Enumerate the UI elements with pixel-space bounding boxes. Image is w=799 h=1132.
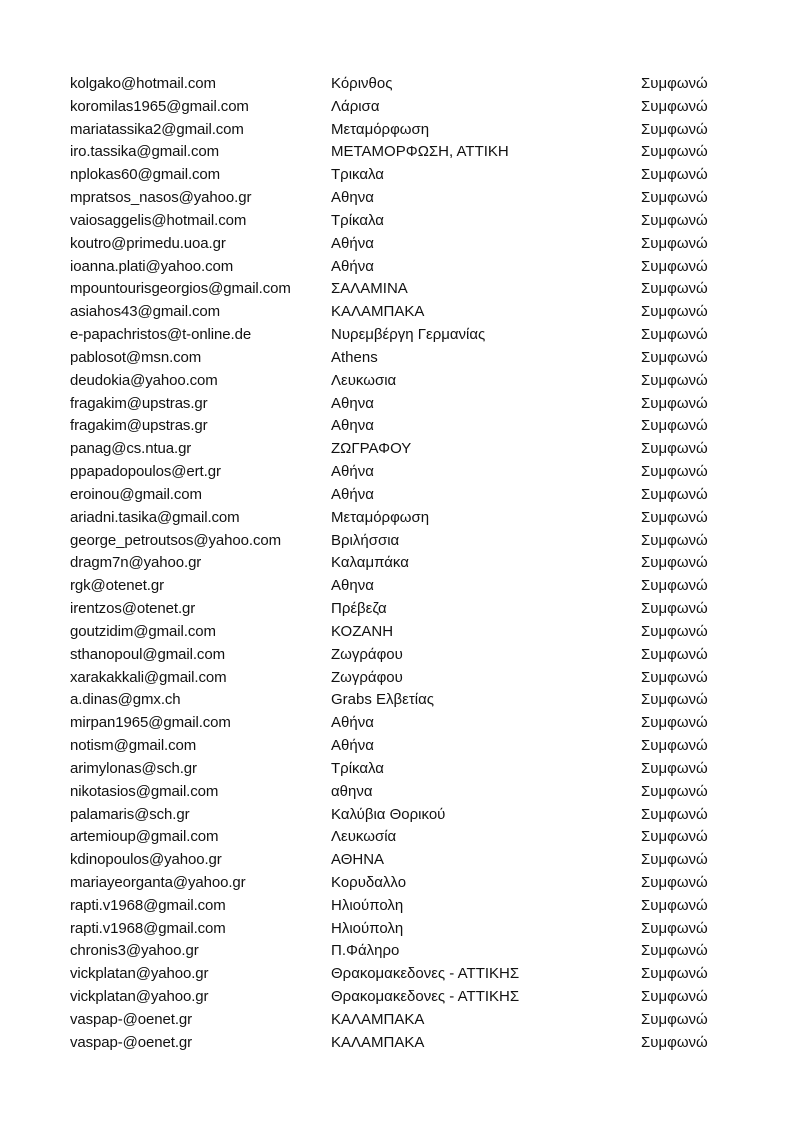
status-cell: Συμφωνώ: [641, 189, 708, 207]
table-row: [0, 1009, 799, 1032]
email-cell: koutro@primedu.uoa.gr: [70, 234, 226, 252]
status-cell: Συμφωνώ: [641, 828, 708, 846]
city-cell: Ζωγράφου: [331, 668, 403, 686]
table-row: [0, 552, 799, 575]
table-row: [0, 849, 799, 872]
status-cell: Συμφωνώ: [641, 873, 708, 891]
city-cell: Κόρινθος: [331, 75, 393, 92]
status-cell: Συμφωνώ: [641, 303, 708, 321]
city-cell: Θρακομακεδονες - ΑΤΤΙΚΗΣ: [331, 988, 520, 1006]
email-cell: fragakim@upstras.gr: [70, 394, 208, 412]
city-cell: ΚΑΛΑΜΠΑΚΑ: [331, 303, 425, 321]
table-row: [0, 804, 799, 827]
city-cell: Τρίκαλα: [331, 759, 384, 777]
table-row: [0, 712, 799, 735]
status-cell: Συμφωνώ: [641, 577, 708, 595]
email-cell: arimylonas@sch.gr: [70, 759, 197, 777]
city-cell: Π.Φάληρο: [331, 942, 400, 960]
table-row: [0, 781, 799, 804]
email-cell: koromilas1965@gmail.com: [70, 97, 249, 115]
table-row: [0, 963, 799, 986]
status-cell: Συμφωνώ: [641, 1010, 708, 1028]
table-row: [0, 256, 799, 279]
email-cell: george_petroutsos@yahoo.com: [70, 531, 281, 549]
email-cell: sthanopoul@gmail.com: [70, 645, 225, 663]
status-cell: Συμφωνώ: [641, 668, 708, 686]
status-cell: Συμφωνώ: [641, 531, 708, 549]
city-cell: Grabs Ελβετίας: [331, 691, 434, 709]
email-cell: chronis3@yahoo.gr: [70, 942, 199, 960]
city-cell: ΜΕΤΑΜΟΡΦΩΣΗ, ΑΤΤΙΚΗ: [331, 143, 509, 161]
table-row: [0, 187, 799, 210]
email-cell: a.dinas@gmx.ch: [70, 691, 181, 709]
status-cell: Συμφωνώ: [641, 851, 708, 869]
status-cell: Συμφωνώ: [641, 600, 708, 618]
table-row: [0, 530, 799, 553]
city-cell: ΚΑΛΑΜΠΑΚΑ: [331, 1010, 425, 1028]
status-cell: Συμφωνώ: [641, 988, 708, 1006]
city-cell: Λευκωσια: [331, 371, 397, 389]
email-cell: rapti.v1968@gmail.com: [70, 896, 226, 914]
email-cell: iro.tassika@gmail.com: [70, 143, 219, 161]
email-cell: goutzidim@gmail.com: [70, 622, 216, 640]
city-cell: Αθήνα: [331, 257, 374, 275]
status-cell: Συμφωνώ: [641, 805, 708, 823]
email-cell: palamaris@sch.gr: [70, 805, 190, 823]
status-cell: Συμφωνώ: [641, 645, 708, 663]
status-cell: Συμφωνώ: [641, 896, 708, 914]
email-cell: e-papachristos@t-online.de: [70, 326, 252, 344]
status-cell: Συμφωνώ: [641, 280, 708, 298]
table-row: [0, 347, 799, 370]
city-cell: Αθήνα: [331, 463, 374, 481]
status-cell: Συμφωνώ: [641, 554, 708, 572]
status-cell: Συμφωνώ: [641, 1033, 708, 1051]
table-row: [0, 324, 799, 347]
table-row: [0, 301, 799, 324]
city-cell: Αθηνα: [331, 577, 374, 595]
email-cell: mariayeorganta@yahoo.gr: [70, 873, 246, 891]
status-cell: Συμφωνώ: [641, 166, 708, 184]
table-row: [0, 119, 799, 142]
city-cell: Αθηνα: [331, 417, 374, 435]
status-cell: Συμφωνώ: [641, 942, 708, 960]
table-row: [0, 918, 799, 941]
status-cell: Συμφωνώ: [641, 485, 708, 503]
status-cell: Συμφωνώ: [641, 234, 708, 252]
city-cell: ΑΘΗΝΑ: [331, 851, 385, 869]
email-cell: mariatassika2@gmail.com: [70, 120, 244, 138]
table-row: [0, 415, 799, 438]
email-cell: asiahos43@gmail.com: [70, 303, 221, 321]
status-cell: Συμφωνώ: [641, 919, 708, 937]
table-row: [0, 758, 799, 781]
city-cell: Αθηνα: [331, 394, 374, 412]
table-row: [0, 278, 799, 301]
table-row: [0, 644, 799, 667]
table-row: [0, 484, 799, 507]
table-row: [0, 895, 799, 918]
status-cell: Συμφωνώ: [641, 143, 708, 161]
city-cell: αθηνα: [331, 782, 373, 800]
email-cell: vaspap-@oenet.gr: [70, 1033, 193, 1051]
status-cell: Συμφωνώ: [641, 965, 708, 983]
table-row: [0, 621, 799, 644]
city-cell: Αθηνα: [331, 189, 374, 207]
email-cell: kolgako@hotmail.com: [70, 75, 216, 92]
email-cell: mpountourisgeorgios@gmail.com: [70, 280, 291, 298]
table-row: [0, 872, 799, 895]
status-cell: Συμφωνώ: [641, 759, 708, 777]
status-cell: Συμφωνώ: [641, 371, 708, 389]
table-row: [0, 689, 799, 712]
city-cell: Athens: [331, 348, 378, 366]
email-cell: rgk@otenet.gr: [70, 577, 164, 595]
city-cell: Λάρισα: [331, 97, 380, 115]
city-cell: Πρέβεζα: [331, 600, 387, 618]
city-cell: Καλύβια Θορικού: [331, 805, 446, 823]
table-row: [0, 1032, 799, 1055]
city-cell: Νυρεμβέργη Γερμανίας: [331, 326, 486, 344]
city-cell: ΖΩΓΡΑΦΟΥ: [331, 440, 412, 458]
city-cell: Ζωγράφου: [331, 645, 403, 663]
table-row: [0, 667, 799, 690]
email-cell: kdinopoulos@yahoo.gr: [70, 851, 222, 869]
email-cell: ariadni.tasika@gmail.com: [70, 508, 240, 526]
table-row: [0, 598, 799, 621]
status-cell: Συμφωνώ: [641, 737, 708, 755]
city-cell: Μεταμόρφωση: [331, 508, 430, 526]
city-cell: Θρακομακεδονες - ΑΤΤΙΚΗΣ: [331, 965, 520, 983]
status-cell: Συμφωνώ: [641, 75, 708, 92]
email-cell: vaspap-@oenet.gr: [70, 1010, 193, 1028]
table-row: [0, 940, 799, 963]
status-cell: Συμφωνώ: [641, 394, 708, 412]
email-cell: eroinou@gmail.com: [70, 485, 202, 503]
email-cell: notism@gmail.com: [70, 737, 197, 755]
table-row: [0, 461, 799, 484]
email-cell: dragm7n@yahoo.gr: [70, 554, 202, 572]
city-cell: ΣΑΛΑΜΙΝΑ: [331, 280, 408, 298]
status-cell: Συμφωνώ: [641, 257, 708, 275]
table-row: [0, 164, 799, 187]
table-row: [0, 438, 799, 461]
city-cell: Λευκωσία: [331, 828, 397, 846]
status-cell: Συμφωνώ: [641, 417, 708, 435]
email-cell: vickplatan@yahoo.gr: [70, 988, 209, 1006]
table-row: [0, 986, 799, 1009]
status-cell: Συμφωνώ: [641, 508, 708, 526]
status-cell: Συμφωνώ: [641, 463, 708, 481]
city-cell: Αθήνα: [331, 485, 374, 503]
table-row: [0, 210, 799, 233]
city-cell: ΚΟΖΑΝΗ: [331, 622, 394, 640]
email-cell: rapti.v1968@gmail.com: [70, 919, 226, 937]
email-cell: vickplatan@yahoo.gr: [70, 965, 209, 983]
table-row: [0, 73, 799, 96]
city-cell: Αθήνα: [331, 714, 374, 732]
email-cell: nplokas60@gmail.com: [70, 166, 221, 184]
email-cell: irentzos@otenet.gr: [70, 600, 196, 618]
status-cell: Συμφωνώ: [641, 211, 708, 229]
table-row: [0, 393, 799, 416]
table-row: [0, 507, 799, 530]
email-cell: fragakim@upstras.gr: [70, 417, 208, 435]
status-cell: Συμφωνώ: [641, 622, 708, 640]
city-cell: Καλαμπάκα: [331, 554, 409, 572]
status-cell: Συμφωνώ: [641, 326, 708, 344]
email-cell: deudokia@yahoo.com: [70, 371, 218, 389]
status-cell: Συμφωνώ: [641, 782, 708, 800]
table-row: [0, 735, 799, 758]
email-cell: artemioup@gmail.com: [70, 828, 219, 846]
table-row: [0, 141, 799, 164]
status-cell: Συμφωνώ: [641, 691, 708, 709]
city-cell: Τρίκαλα: [331, 211, 384, 229]
email-cell: ioanna.plati@yahoo.com: [70, 257, 234, 275]
city-cell: Κορυδαλλο: [331, 873, 407, 891]
city-cell: Ηλιούπολη: [331, 896, 404, 914]
table-row: [0, 370, 799, 393]
city-cell: Αθήνα: [331, 737, 374, 755]
email-cell: vaiosaggelis@hotmail.com: [70, 211, 247, 229]
city-cell: Τρικαλα: [331, 166, 384, 184]
table-row: [0, 575, 799, 598]
status-cell: Συμφωνώ: [641, 120, 708, 138]
signature-list: [0, 73, 799, 1055]
email-cell: xarakakkali@gmail.com: [70, 668, 227, 686]
email-cell: ppapadopoulos@ert.gr: [70, 463, 221, 481]
city-cell: Αθήνα: [331, 234, 374, 252]
table-row: [0, 233, 799, 256]
email-cell: pablosot@msn.com: [70, 348, 202, 366]
city-cell: Μεταμόρφωση: [331, 120, 430, 138]
email-cell: panag@cs.ntua.gr: [70, 440, 192, 458]
email-cell: mirpan1965@gmail.com: [70, 714, 231, 732]
table-row: [0, 96, 799, 119]
status-cell: Συμφωνώ: [641, 348, 708, 366]
status-cell: Συμφωνώ: [641, 440, 708, 458]
status-cell: Συμφωνώ: [641, 714, 708, 732]
city-cell: ΚΑΛΑΜΠΑΚΑ: [331, 1033, 425, 1051]
status-cell: Συμφωνώ: [641, 97, 708, 115]
city-cell: Βριλήσσια: [331, 531, 400, 549]
city-cell: Ηλιούπολη: [331, 919, 404, 937]
email-cell: mpratsos_nasos@yahoo.gr: [70, 189, 252, 207]
email-cell: nikotasios@gmail.com: [70, 782, 219, 800]
table-row: [0, 826, 799, 849]
